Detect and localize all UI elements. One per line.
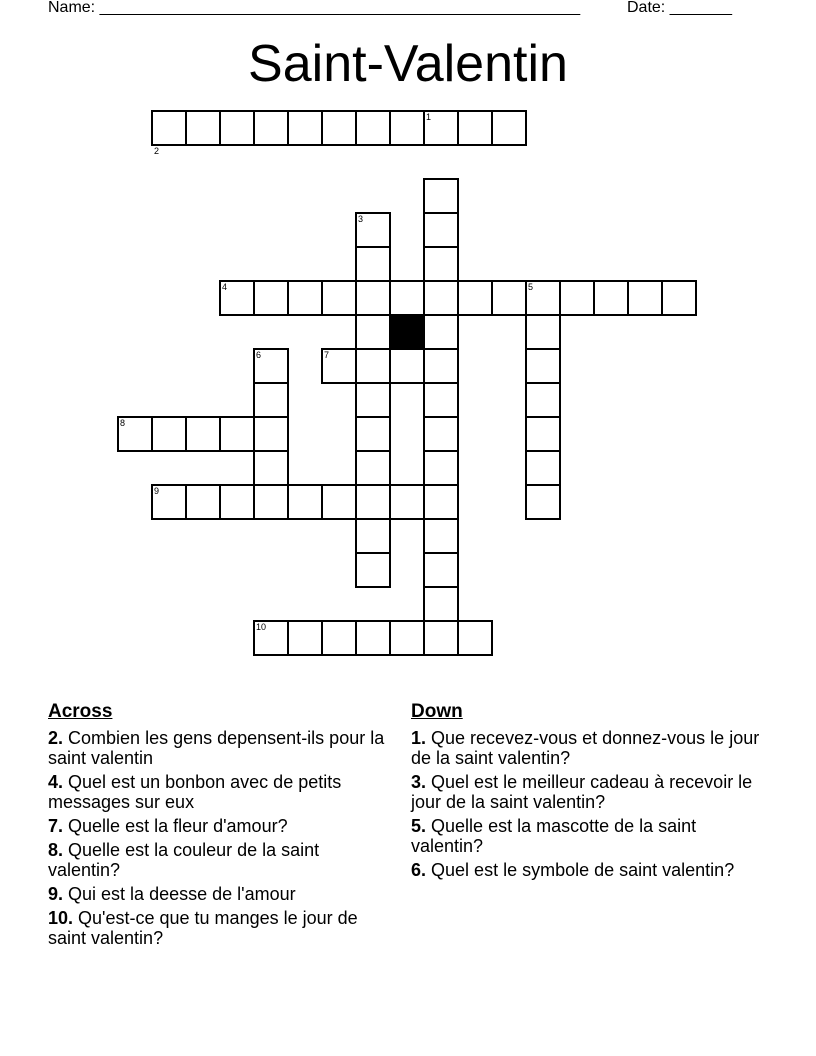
crossword-cell[interactable] [627,280,663,316]
clue-number-label: 8 [120,418,126,428]
clue-number-label: 6 [256,350,262,360]
clue-number-label: 10 [256,622,267,632]
crossword-cell[interactable] [355,280,391,316]
clue-number-label: 5 [528,282,534,292]
crossword-cell[interactable] [253,484,289,520]
clue-number: 4. [48,772,64,792]
down-clue [411,816,761,856]
crossword-cell[interactable] [423,178,459,214]
crossword-cell[interactable] [423,620,459,656]
clue-text: Que recevez-vous et donnez-vous le jour de la saint valentin? [411,728,760,768]
crossword-cell[interactable] [457,280,493,316]
crossword-cell[interactable] [355,246,391,282]
down-heading: Down [411,701,463,722]
clue-text: Quel est le symbole de saint valentin? [431,860,735,880]
crossword-cell[interactable] [253,450,289,486]
across-clue [48,884,393,904]
crossword-cell[interactable] [219,416,255,452]
crossword-cell[interactable] [185,416,221,452]
crossword-cell[interactable] [423,212,459,248]
clue-text: Quelle est la mascotte de la saint valentin? [411,816,697,856]
clue-text: Combien les gens depensent-ils pour la saint valentin [48,728,385,768]
clue-number: 3. [411,772,427,792]
crossword-cell[interactable] [151,110,187,146]
crossword-cell[interactable] [253,416,289,452]
across-heading: Across [48,701,113,722]
clue-text: Qu'est-ce que tu manges le jour de saint valentin? [48,908,358,948]
crossword-cell[interactable] [219,484,255,520]
crossword-cell[interactable] [423,484,459,520]
across-clue [48,728,393,768]
crossword-cell[interactable] [559,280,595,316]
crossword-cell[interactable] [423,280,459,316]
crossword-cell[interactable] [423,552,459,588]
crossword-cell[interactable] [423,450,459,486]
clue-text: Qui est la deesse de l'amour [68,884,296,904]
clue-number-label: 2 [154,146,160,156]
crossword-cell[interactable] [185,484,221,520]
crossword-cell[interactable] [287,484,323,520]
crossword-cell[interactable] [457,110,493,146]
crossword-cell[interactable] [355,416,391,452]
crossword-cell[interactable] [525,314,561,350]
crossword-cell[interactable] [355,552,391,588]
across-clue [48,772,393,812]
crossword-cell[interactable] [457,620,493,656]
crossword-cell[interactable] [491,110,527,146]
across-clue [48,816,393,836]
crossword-cell[interactable] [423,246,459,282]
crossword-cell[interactable] [355,382,391,418]
clue-number-label: 9 [154,486,160,496]
crossword-cell[interactable] [321,280,357,316]
crossword-cell[interactable] [253,280,289,316]
crossword-cell[interactable] [389,110,425,146]
across-clue [48,840,393,880]
clue-text: Quelle est la couleur de la saint valentin? [48,840,320,880]
clue-number: 8. [48,840,64,860]
clue-number-label: 1 [426,112,432,122]
crossword-cell[interactable] [525,348,561,384]
crossword-cell[interactable] [253,110,289,146]
clue-number-label: 4 [222,282,228,292]
crossword-cell[interactable] [287,110,323,146]
down-clues [411,702,761,884]
clue-number: 5. [411,816,427,836]
clue-number: 9. [48,884,64,904]
crossword-cell[interactable] [423,518,459,554]
crossword-cell[interactable] [355,348,391,384]
clue-number-label: 7 [324,350,330,360]
clue-text: Quel est le meilleur cadeau à recevoir le jour de la saint valentin? [411,772,753,812]
crossword-cell[interactable] [525,416,561,452]
crossword-cell[interactable] [423,314,459,350]
crossword-cell[interactable] [321,620,357,656]
date-field-label: Date: _______ [627,0,732,16]
crossword-cell[interactable] [355,518,391,554]
clue-number: 6. [411,860,427,880]
across-clue [48,908,393,948]
crossword-cell[interactable] [423,382,459,418]
crossword-cell[interactable] [423,348,459,384]
crossword-cell[interactable] [525,484,561,520]
across-clues [48,702,393,952]
crossword-cell[interactable] [423,586,459,622]
crossword-cell[interactable] [355,484,391,520]
clue-number-label: 3 [358,214,364,224]
clue-number: 2. [48,728,64,748]
crossword-cell[interactable] [389,484,425,520]
crossword-cell[interactable] [389,280,425,316]
clue-number: 10. [48,908,74,928]
crossword-cell[interactable] [321,484,357,520]
crossword-cell[interactable] [185,110,221,146]
clue-text: Quel est un bonbon avec de petits messages sur eux [48,772,342,812]
down-clue [411,860,761,880]
crossword-cell[interactable] [287,280,323,316]
crossword-cell[interactable] [219,110,255,146]
crossword-cell[interactable] [151,416,187,452]
clue-number: 7. [48,816,64,836]
clue-number: 1. [411,728,427,748]
crossword-cell[interactable] [355,620,391,656]
crossword-cell[interactable] [389,348,425,384]
name-field-label: Name: ______________________________________________________ [48,0,581,16]
crossword-cell[interactable] [525,450,561,486]
crossword-cell[interactable] [253,382,289,418]
crossword-cell[interactable] [355,314,391,350]
crossword-cell[interactable] [423,416,459,452]
crossword-cell[interactable] [661,280,697,316]
crossword-cell[interactable] [491,280,527,316]
down-clue [411,728,761,768]
crossword-cell[interactable] [355,110,391,146]
crossword-cell[interactable] [593,280,629,316]
crossword-cell[interactable] [287,620,323,656]
crossword-cell[interactable] [355,450,391,486]
page-title: Saint-Valentin [248,35,568,93]
crossword-cell[interactable] [321,110,357,146]
crossword-black-cell [389,314,425,350]
crossword-cell[interactable] [389,620,425,656]
clue-text: Quelle est la fleur d'amour? [68,816,288,836]
crossword-cell[interactable] [525,382,561,418]
down-clue [411,772,761,812]
